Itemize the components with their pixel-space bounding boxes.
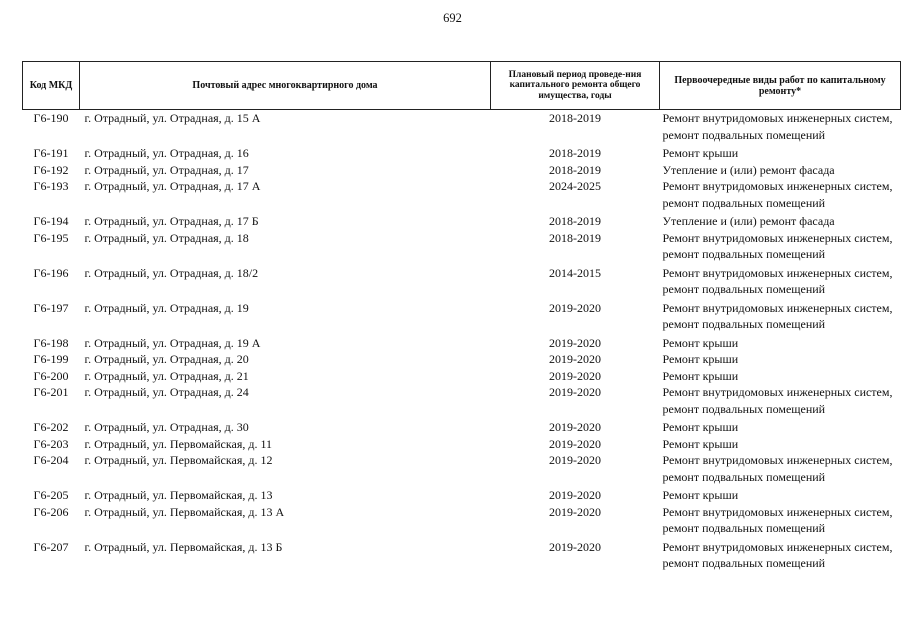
row-works — [660, 265, 901, 300]
row-period: 2019-2020 — [549, 539, 601, 554]
row-works — [660, 300, 901, 335]
row-works — [660, 487, 901, 504]
header-address: Почтовый адрес многоквартирного дома — [80, 62, 491, 110]
works-line: Ремонт крыши — [662, 436, 739, 451]
row-address: г. Отрадный, ул. Отрадная, д. 17 — [84, 162, 249, 177]
table-row — [23, 351, 901, 368]
header-works: Первоочередные виды работ по капитальному ремонту* — [660, 62, 901, 110]
row-address: г. Отрадный, ул. Отрадная, д. 18 — [84, 230, 249, 245]
works-line: Ремонт крыши — [662, 488, 739, 502]
works-line: ремонт подвальных помещений — [662, 469, 826, 484]
capital-repair-table — [22, 61, 901, 574]
works-line: Ремонт внутридомовых инженерных систем, — [662, 300, 893, 315]
works-line: Ремонт внутридомовых инженерных систем, — [662, 179, 893, 193]
table-row — [23, 384, 901, 419]
table-row — [23, 419, 901, 436]
row-period: 2024-2025 — [549, 179, 601, 193]
header-period: Плановый период проведе-ния капитального ремонта общего имущества, годы — [491, 62, 660, 110]
works-line: ремонт подвальных помещений — [662, 195, 826, 210]
table-row — [23, 230, 901, 265]
row-works — [660, 178, 901, 213]
row-code: Г6-194 — [33, 214, 69, 228]
row-works — [660, 452, 901, 487]
works-line: ремонт подвальных помещений — [662, 282, 826, 296]
row-works — [660, 384, 901, 419]
row-period: 2014-2015 — [549, 265, 601, 280]
table-header — [23, 62, 901, 110]
row-code: Г6-191 — [33, 146, 69, 160]
row-period: 2018-2019 — [549, 146, 601, 160]
row-code: Г6-205 — [33, 488, 69, 502]
row-code: Г6-207 — [33, 539, 69, 554]
row-works — [660, 162, 901, 179]
row-address: г. Отрадный, ул. Отрадная, д. 19 — [84, 300, 249, 315]
table-row — [23, 504, 901, 539]
row-address: г. Отрадный, ул. Отрадная, д. 21 — [84, 368, 249, 383]
row-works — [660, 110, 901, 146]
table-row — [23, 335, 901, 352]
row-code: Г6-202 — [33, 420, 69, 434]
works-line: Ремонт крыши — [662, 368, 739, 383]
works-line: ремонт подвальных помещений — [662, 521, 826, 535]
row-address: г. Отрадный, ул. Отрадная, д. 18/2 — [84, 265, 259, 280]
table-row — [23, 110, 901, 146]
row-code: Г6-203 — [33, 436, 69, 451]
row-period: 2019-2020 — [549, 453, 601, 467]
row-period: 2019-2020 — [549, 504, 601, 519]
works-line: Ремонт внутридомовых инженерных систем, — [662, 504, 893, 519]
works-line: ремонт подвальных помещений — [662, 317, 826, 331]
row-period: 2018-2019 — [549, 214, 601, 228]
row-works — [660, 368, 901, 385]
table-row — [23, 213, 901, 230]
row-works — [660, 539, 901, 574]
table-row — [23, 452, 901, 487]
works-line: Ремонт крыши — [662, 352, 739, 366]
row-address: г. Отрадный, ул. Первомайская, д. 13 — [84, 488, 273, 502]
table-row — [23, 145, 901, 162]
row-period: 2019-2020 — [549, 300, 601, 315]
row-code: Г6-192 — [33, 162, 69, 177]
row-code: Г6-197 — [33, 300, 69, 315]
row-address: г. Отрадный, ул. Отрадная, д. 17 Б — [84, 214, 259, 228]
row-period: 2019-2020 — [549, 385, 601, 399]
row-period: 2019-2020 — [549, 352, 601, 366]
row-address: г. Отрадный, ул. Первомайская, д. 13 А — [84, 504, 285, 519]
page-number: 692 — [443, 11, 462, 25]
table-body — [23, 110, 901, 574]
table-row — [23, 162, 901, 179]
row-works — [660, 213, 901, 230]
row-address: г. Отрадный, ул. Первомайская, д. 12 — [84, 453, 273, 467]
works-line: Ремонт внутридомовых инженерных систем, — [662, 111, 893, 125]
row-code: Г6-204 — [33, 453, 69, 467]
row-code: Г6-193 — [33, 179, 69, 193]
works-line: Ремонт крыши — [662, 335, 739, 350]
table-row — [23, 178, 901, 213]
row-code: Г6-200 — [33, 368, 69, 383]
row-period: 2019-2020 — [549, 335, 601, 350]
row-works — [660, 351, 901, 368]
header-code: Код МКД — [23, 62, 80, 110]
row-address: г. Отрадный, ул. Отрадная, д. 15 А — [84, 111, 261, 125]
row-code: Г6-201 — [33, 385, 69, 399]
works-line: Ремонт крыши — [662, 420, 739, 434]
table-row — [23, 487, 901, 504]
row-address: г. Отрадный, ул. Отрадная, д. 20 — [84, 352, 249, 366]
row-code: Г6-195 — [33, 230, 69, 245]
row-works — [660, 436, 901, 453]
row-code: Г6-190 — [33, 111, 69, 125]
row-works — [660, 145, 901, 162]
table-row — [23, 300, 901, 335]
works-line: Ремонт внутридомовых инженерных систем, — [662, 230, 893, 245]
row-period: 2019-2020 — [549, 488, 601, 502]
row-period: 2019-2020 — [549, 368, 601, 383]
row-period: 2018-2019 — [549, 230, 601, 245]
works-line: ремонт подвальных помещений — [662, 127, 826, 142]
works-line: ремонт подвальных помещений — [662, 556, 826, 570]
row-address: г. Отрадный, ул. Отрадная, д. 19 А — [84, 335, 261, 350]
row-works — [660, 504, 901, 539]
row-address: г. Отрадный, ул. Отрадная, д. 30 — [84, 420, 249, 434]
works-line: Ремонт крыши — [662, 146, 739, 160]
row-code: Г6-198 — [33, 335, 69, 350]
table-row — [23, 368, 901, 385]
works-line: ремонт подвальных помещений — [662, 401, 826, 416]
row-address: г. Отрадный, ул. Отрадная, д. 24 — [84, 385, 249, 399]
row-works — [660, 335, 901, 352]
row-address: г. Отрадный, ул. Первомайская, д. 11 — [84, 436, 273, 451]
table-row — [23, 265, 901, 300]
works-line: Утепление и (или) ремонт фасада — [662, 162, 835, 177]
works-line: Ремонт внутридомовых инженерных систем, — [662, 385, 893, 399]
row-address: г. Отрадный, ул. Первомайская, д. 13 Б — [84, 539, 283, 554]
row-period: 2019-2020 — [549, 436, 601, 451]
row-code: Г6-196 — [33, 265, 69, 280]
row-works — [660, 419, 901, 436]
works-line: Ремонт внутридомовых инженерных систем, — [662, 265, 893, 280]
works-line: Утепление и (или) ремонт фасада — [662, 214, 835, 228]
works-line: Ремонт внутридомовых инженерных систем, — [662, 453, 893, 467]
table-row — [23, 539, 901, 574]
row-code: Г6-199 — [33, 352, 69, 366]
row-code: Г6-206 — [33, 504, 69, 519]
row-address: г. Отрадный, ул. Отрадная, д. 17 А — [84, 179, 261, 193]
row-address: г. Отрадный, ул. Отрадная, д. 16 — [84, 146, 249, 160]
row-works — [660, 230, 901, 265]
works-line: Ремонт внутридомовых инженерных систем, — [662, 539, 893, 554]
row-period: 2018-2019 — [549, 111, 601, 125]
row-period: 2019-2020 — [549, 420, 601, 434]
row-period: 2018-2019 — [549, 162, 601, 177]
table-row — [23, 436, 901, 453]
works-line: ремонт подвальных помещений — [662, 247, 826, 261]
